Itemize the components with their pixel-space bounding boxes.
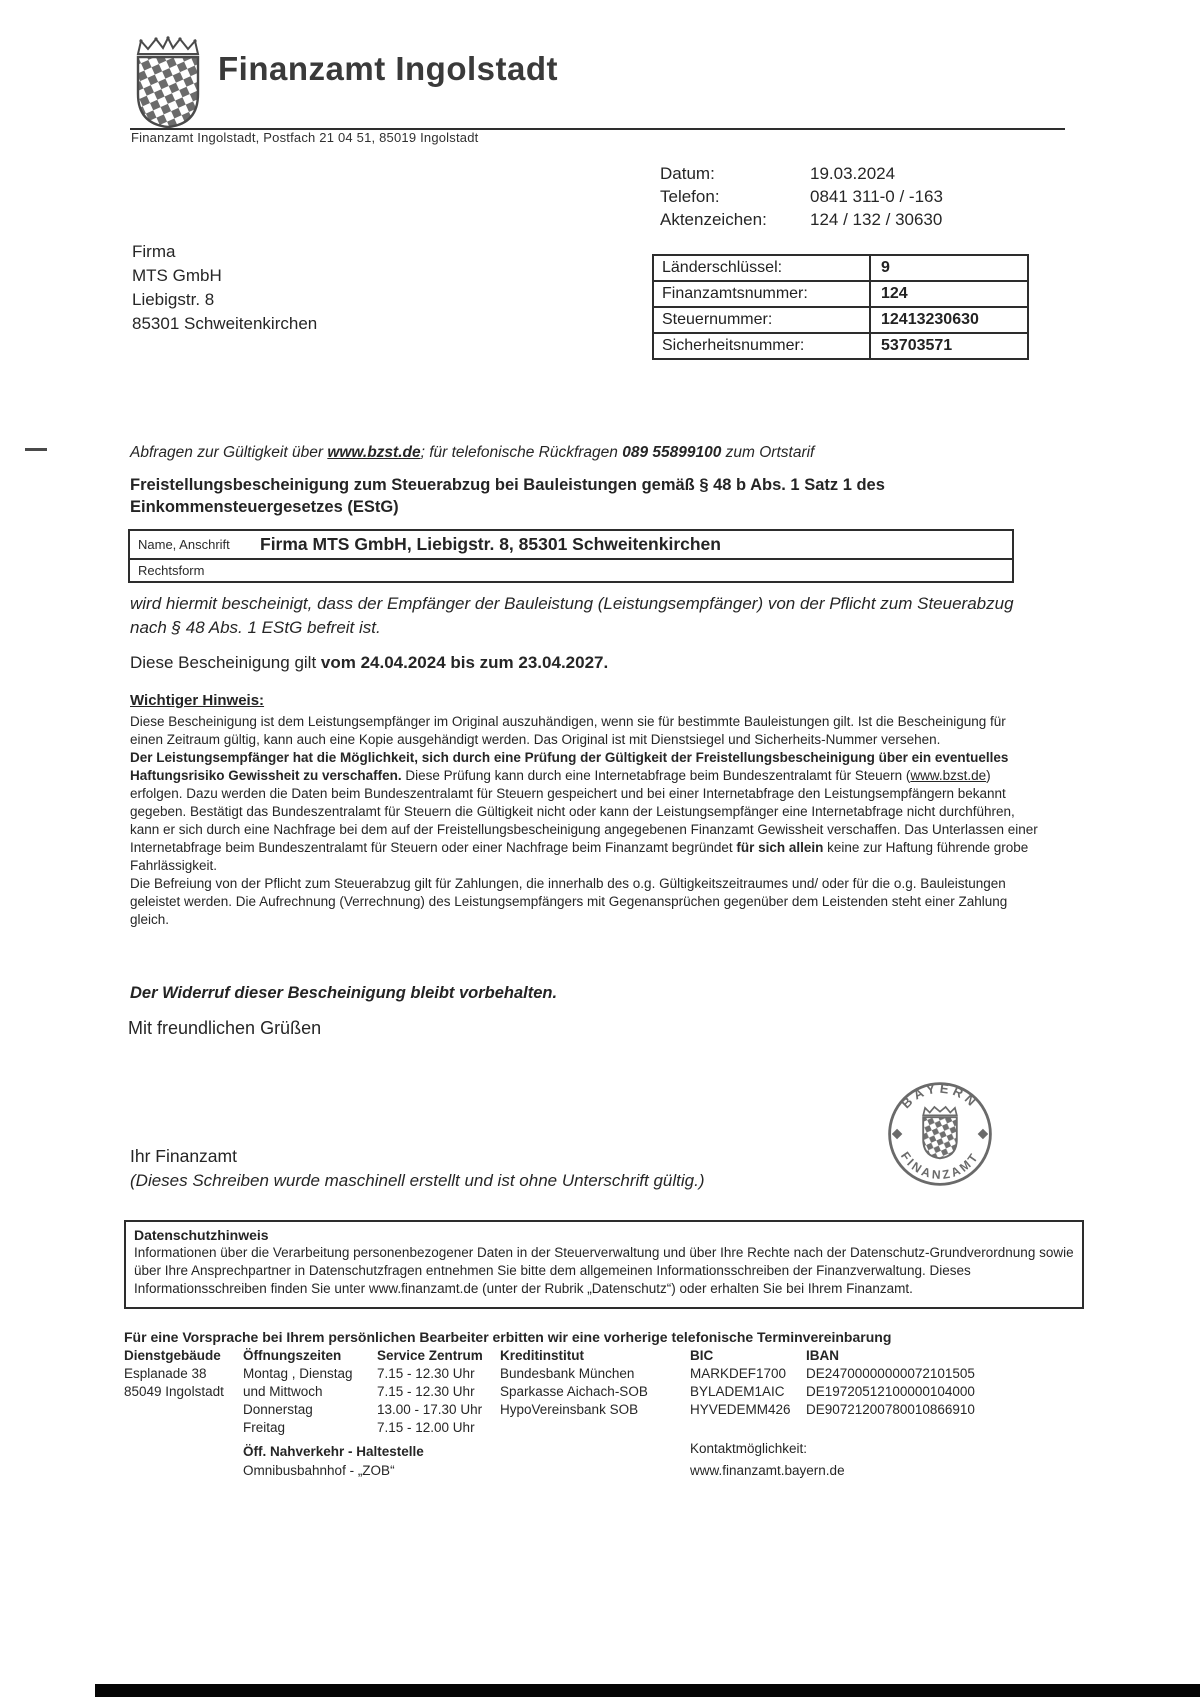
table-row: [654, 334, 1027, 358]
subject-heading: Freistellungsbescheinigung zum Steuerabzug bei Bauleistungen gemäß § 48 b Abs. 1 Satz 1 des Einkommensteuergesetzes (EStG): [130, 476, 885, 516]
page-title: Finanzamt Ingolstadt: [218, 50, 558, 87]
office-address-line: Esplanade 38: [124, 1366, 207, 1381]
tax-number-label: Steuernummer:: [654, 308, 871, 332]
bank-name: Bundesbank München: [500, 1366, 635, 1381]
date-value: 19.03.2024: [810, 164, 896, 183]
public-transport-header: Öff. Nahverkehr - Haltestelle: [243, 1444, 424, 1459]
tax-numbers-table: [652, 254, 1029, 360]
name-address-value: Firma MTS GmbH, Liebigstr. 8, 85301 Schweitenkirchen: [260, 534, 721, 554]
hours-day: Montag , Dienstag: [243, 1366, 353, 1381]
service-center-header: Service Zentrum: [377, 1348, 483, 1363]
tax-office-number-value: 124: [881, 285, 908, 302]
bzst-url: www.bzst.de: [327, 444, 421, 461]
notice-bold-inline: für sich allein: [736, 840, 824, 855]
fold-mark: [25, 448, 47, 451]
date-label: Datum:: [660, 164, 715, 183]
notice-bold-lead: Der Leistungsempfänger hat die Möglichkeit, sich durch eine Prüfung der Gültigkeit der Freistellungsbescheinigung über ein eventuelles Haftungsrisiko Gewissheit zu verschaffen.: [130, 750, 1009, 783]
notice-text: keine zur Haftung führende grobe Fahrlässigkeit.: [130, 840, 1029, 873]
bank-iban: DE24700000000072101505: [806, 1366, 975, 1381]
recipient-line: Liebigstr. 8: [132, 290, 215, 309]
legal-form-label: Rechtsform: [138, 563, 205, 578]
inquiry-middle: ; für telefonische Rückfragen: [420, 444, 623, 461]
meta-row-phone: [660, 185, 943, 208]
seal-bottom-text: FINANZAMT: [897, 1149, 983, 1183]
hours-time: 7.15 - 12.30 Uhr: [377, 1366, 475, 1381]
legal-form-row: [130, 560, 1012, 581]
hours-day: Freitag: [243, 1420, 286, 1435]
name-address-box: [128, 529, 1014, 583]
contact-heading: Kontaktmöglichkeit:: [690, 1441, 808, 1456]
bank-iban: DE19720512100000104000: [806, 1384, 975, 1399]
bank-header: Kreditinstitut: [500, 1348, 584, 1363]
sender-address-line: Finanzamt Ingolstadt, Postfach 21 04 51, 85019 Ingolstadt: [131, 130, 479, 145]
validity-prefix: Diese Bescheinigung gilt: [130, 653, 321, 672]
signature-line: Ihr Finanzamt: [130, 1146, 237, 1166]
notice-paragraph-1: Diese Bescheinigung ist dem Leistungsempfänger im Original auszuhändigen, wenn sie für bestimmte Bauleistungen gilt. Ist die Bescheinigung für einen Zeitraum gültig, kann auch eine Kopie ausgehändigt werden. Das Original ist mit Dienstsiegel und Sicherheits-Nummer versehen.: [130, 714, 1006, 747]
important-notice-body: [130, 713, 1038, 929]
reference-label: Aktenzeichen:: [660, 210, 767, 229]
certification-text: wird hiermit bescheinigt, dass der Empfänger der Bauleistung (Leistungsempfänger) von der Pflicht zum Steuerabzug nach § 48 Abs. 1 EStG befreit ist.: [130, 594, 1014, 637]
name-address-label: Name, Anschrift: [138, 537, 230, 552]
inquiry-suffix: zum Ortstarif: [721, 444, 815, 461]
contact-url: www.finanzamt.bayern.de: [690, 1463, 845, 1478]
inquiry-prefix: Abfragen zur Gültigkeit über: [130, 444, 328, 461]
table-row: [654, 282, 1027, 308]
tax-office-number-label: Finanzamtsnummer:: [654, 282, 871, 306]
phone-label: Telefon:: [660, 187, 720, 206]
validity-line: [130, 651, 1014, 675]
recipient-address: [132, 240, 317, 336]
closing-greeting: Mit freundlichen Grüßen: [128, 1018, 322, 1038]
inquiry-phone: 089 55899100: [622, 444, 722, 461]
hours-day: und Mittwoch: [243, 1384, 323, 1399]
bayern-finanzamt-seal-icon: [884, 1078, 996, 1190]
bank-name: Sparkasse Aichach-SOB: [500, 1384, 648, 1399]
bzst-url-2: www.bzst.de: [910, 768, 987, 783]
notice-paragraph-3: Die Befreiung von der Pflicht zum Steuerabzug gilt für Zahlungen, die innerhalb des o.g. Gültigkeitszeitraumes und/ oder für die o.g. Bauleistungen geleistet werden. Die Aufrechnung (Verrechnung) des Leistungsempfängers mit Gegenansprüchen gegenüber dem Leistenden steht einer Zahlung gleich.: [130, 876, 1008, 927]
meta-block: [660, 162, 943, 231]
notice-paragraph-2: [130, 749, 1038, 875]
tax-number-value: 12413230630: [881, 311, 979, 328]
notice-text: Diese Prüfung kann durch eine Internetabfrage beim Bundeszentralamt für Steuern (: [401, 768, 911, 783]
bank-bic: BYLADEM1AIC: [690, 1384, 785, 1399]
recipient-line: 85301 Schweitenkirchen: [132, 314, 318, 333]
hours-day: Donnerstag: [243, 1402, 313, 1417]
opening-hours-header: Öffnungszeiten: [243, 1348, 342, 1363]
office-building-header: Dienstgebäude: [124, 1348, 221, 1363]
hours-time: 7.15 - 12.30 Uhr: [377, 1384, 475, 1399]
country-key-label: Länderschlüssel:: [654, 256, 871, 280]
security-number-value: 53703571: [881, 337, 953, 354]
reference-value: 124 / 132 / 30630: [810, 210, 943, 229]
security-number-label: Sicherheitsnummer:: [654, 334, 871, 358]
validity-dates: vom 24.04.2024 bis zum 23.04.2027.: [320, 653, 609, 672]
machine-generated-note: (Dieses Schreiben wurde maschinell erstellt und ist ohne Unterschrift gültig.): [130, 1171, 705, 1190]
meta-row-date: [660, 162, 943, 185]
privacy-heading: Datenschutzhinweis: [134, 1227, 269, 1243]
appointment-note: Für eine Vorsprache bei Ihrem persönlichen Bearbeiter erbitten wir eine vorherige telefonische Terminvereinbarung: [124, 1329, 892, 1345]
important-notice-heading: Wichtiger Hinweis:: [130, 692, 265, 709]
recipient-line: MTS GmbH: [132, 266, 222, 285]
recipient-line: Firma: [132, 242, 176, 261]
hours-time: 7.15 - 12.00 Uhr: [377, 1420, 475, 1435]
office-address-line: 85049 Ingolstadt: [124, 1384, 224, 1399]
table-row: [654, 308, 1027, 334]
bank-iban: DE90721200780010866910: [806, 1402, 975, 1417]
iban-header: IBAN: [806, 1348, 839, 1363]
validity-inquiry-line: [130, 444, 814, 462]
svg-text:BAYERN: [898, 1081, 981, 1112]
bank-name: HypoVereinsbank SOB: [500, 1402, 639, 1417]
phone-value: 0841 311-0 / -163: [810, 187, 943, 206]
notice-text: ) erfolgen. Dazu werden die Daten beim Bundeszentralamt für Steuern gespeichert und bei einer Internetabfrage den Leistungsempfängern bekannt gegeben. Bestätigt das Bundeszentralamt für Steuern die Gültigkeit nicht oder kann der Leistungsempfänger eine Internetabfrage nicht durchführen, kann er sich durch eine Nachfrage bei dem auf der Freistellungsbescheinigung angegebenen Finanzamt Gewissheit verschaffen. Das Unterlassen einer Internetabfrage beim Bundeszentralamt für Steuern oder einer Nachfrage beim Finanzamt begründet: [130, 768, 1038, 855]
public-transport-line: Omnibusbahnhof - „ZOB“: [243, 1463, 395, 1478]
revocation-line: Der Widerruf dieser Bescheinigung bleibt vorbehalten.: [130, 984, 558, 1002]
scan-edge-artifact: [95, 1684, 1200, 1697]
hours-time: 13.00 - 17.30 Uhr: [377, 1402, 483, 1417]
bank-bic: HYVEDEMM426: [690, 1402, 791, 1417]
table-row: [654, 256, 1027, 282]
privacy-text: Informationen über die Verarbeitung personenbezogener Daten in der Steuerverwaltung und über Ihre Rechte nach der Datenschutz-Grundverordnung sowie über Ihre Ansprechpartner in Datenschutzfragen entnehmen Sie bitte dem allgemeinen Informationsschreiben der Finanzverwaltung. Dieses Informationsschreiben finden Sie unter www.finanzamt.de (unter der Rubrik „Datenschutz“) oder erhalten Sie bei Ihrem Finanzamt.: [134, 1245, 1074, 1296]
bank-bic: MARKDEF1700: [690, 1366, 787, 1381]
privacy-notice-box: [124, 1220, 1084, 1309]
country-key-value: 9: [881, 259, 890, 276]
name-row: [130, 531, 1012, 560]
seal-top-text: BAYERN: [898, 1080, 982, 1112]
meta-row-reference: [660, 208, 943, 231]
bavaria-coat-of-arms-icon: [128, 34, 208, 130]
bic-header: BIC: [690, 1348, 714, 1363]
